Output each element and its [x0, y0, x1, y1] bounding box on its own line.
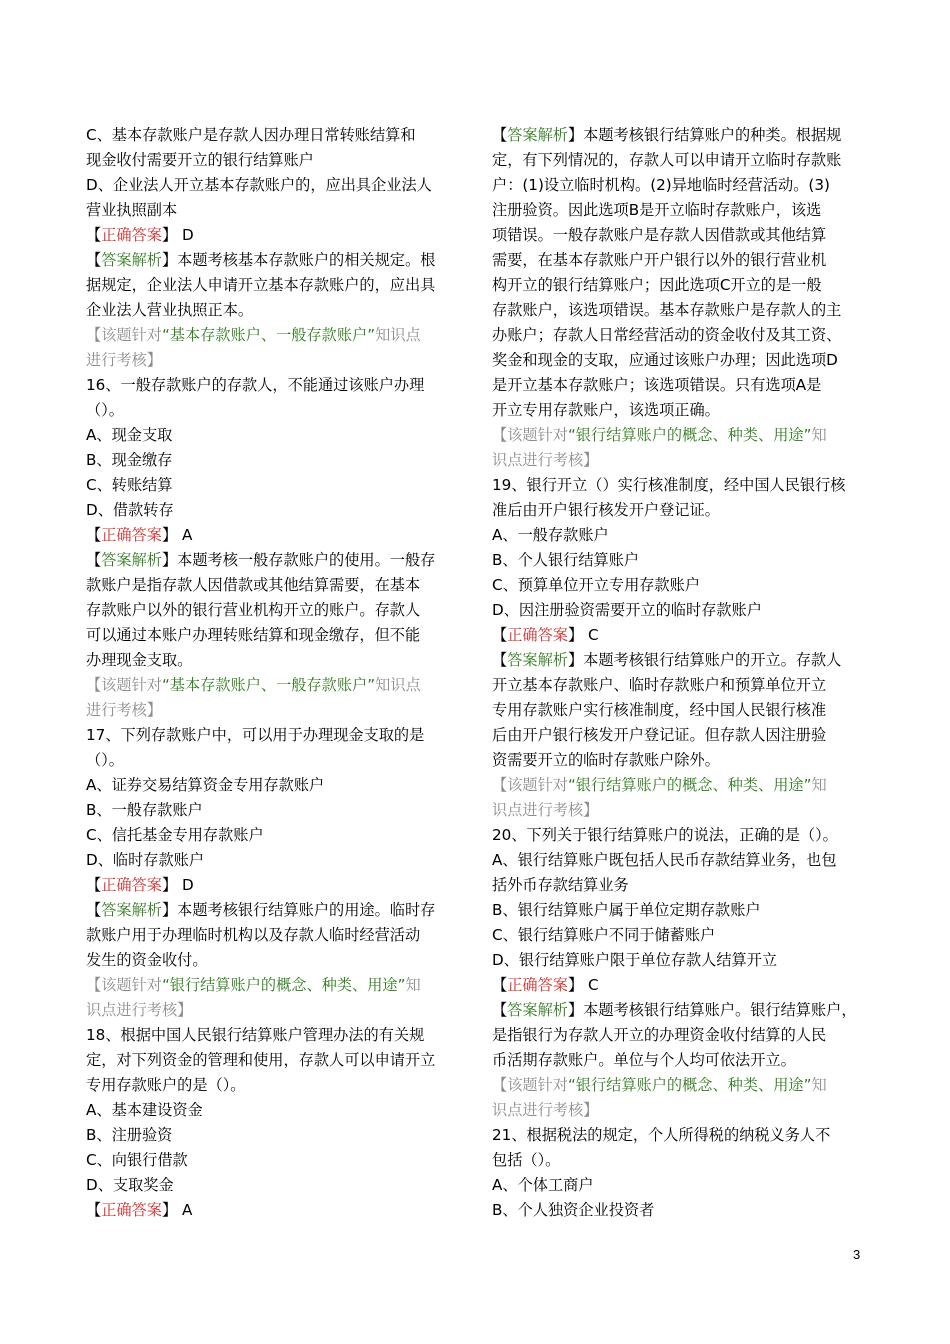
- text-line: [86, 348, 466, 373]
- line-text: B、个人银行结算账户: [492, 551, 640, 569]
- line-text: D、银行结算账户限于单位存款人结算开立: [492, 951, 778, 969]
- highlight-text: “基本存款账户、一般存款账户”: [161, 326, 376, 344]
- line-text: 【: [86, 226, 102, 244]
- text-line: [86, 1023, 466, 1048]
- line-text: 】本题考核银行结算账户的用途。临时存: [161, 901, 436, 919]
- text-line: [492, 1198, 868, 1223]
- highlight-text: “银行结算账户的概念、种类、用途”: [567, 1076, 812, 1094]
- text-line: [492, 398, 868, 423]
- text-line: [86, 423, 466, 448]
- line-text: 企业法人营业执照正本。: [86, 301, 254, 319]
- text-line: [492, 998, 868, 1023]
- note-text: 识点进行考核】: [492, 1101, 599, 1119]
- note-text: 【该题针对: [86, 326, 162, 344]
- text-line: [492, 648, 868, 673]
- text-line: [492, 673, 868, 698]
- line-text: 【: [86, 1201, 102, 1219]
- text-line: [492, 1148, 868, 1173]
- text-line: [492, 1123, 868, 1148]
- text-line: [86, 648, 466, 673]
- text-line: [492, 223, 868, 248]
- text-line: [492, 323, 868, 348]
- text-line: [492, 473, 868, 498]
- line-text: B、现金缴存: [86, 451, 173, 469]
- line-text: 18、根据中国人民银行结算账户管理办法的有关规: [86, 1026, 425, 1044]
- text-line: [492, 623, 868, 648]
- text-line: [492, 573, 868, 598]
- line-text: 17、下列存款账户中，可以用于办理现金支取的是: [86, 726, 425, 744]
- line-text: 21、根据税法的规定，个人所得税的纳税义务人不: [492, 1126, 831, 1144]
- line-text: 括外币存款结算业务: [492, 876, 629, 894]
- line-text: 【: [86, 901, 102, 919]
- line-text: 【: [86, 526, 102, 544]
- text-line: [86, 598, 466, 623]
- line-text: 专用存款账户实行核准制度，经中国人民银行核准: [492, 701, 827, 719]
- right-column: [492, 123, 868, 1223]
- text-line: [86, 698, 466, 723]
- text-line: [86, 848, 466, 873]
- note-text: 知: [811, 426, 827, 444]
- line-text: A、现金支取: [86, 426, 173, 444]
- line-text: 】 A: [161, 1201, 193, 1219]
- text-line: [86, 223, 466, 248]
- highlight-text: 答案解析: [507, 1001, 568, 1019]
- line-text: B、银行结算账户属于单位定期存款账户: [492, 901, 761, 919]
- line-text: 资需要开立的临时存款账户除外。: [492, 751, 720, 769]
- text-line: [492, 173, 868, 198]
- text-line: [86, 1198, 466, 1223]
- line-text: 定，对下列资金的管理和使用，存款人可以申请开立: [86, 1051, 436, 1069]
- line-text: 【: [86, 876, 102, 894]
- text-line: [492, 298, 868, 323]
- text-line: [86, 573, 466, 598]
- text-line: [86, 1098, 466, 1123]
- line-text: 开立基本存款账户、临时存款账户和预算单位开立: [492, 676, 827, 694]
- line-text: 包括（）。: [492, 1151, 561, 1169]
- text-line: [86, 1173, 466, 1198]
- line-text: C、银行结算账户不同于储蓄账户: [492, 926, 716, 944]
- note-text: 进行考核】: [86, 351, 162, 369]
- text-line: [492, 123, 868, 148]
- line-text: B、一般存款账户: [86, 801, 203, 819]
- note-text: 进行考核】: [86, 701, 162, 719]
- text-line: [86, 873, 466, 898]
- line-text: 【: [492, 626, 508, 644]
- text-line: [492, 423, 868, 448]
- text-line: [86, 248, 466, 273]
- line-text: 存款账户以外的银行营业机构开立的账户。存款人: [86, 601, 421, 619]
- note-text: 【该题针对: [492, 426, 568, 444]
- highlight-text: “银行结算账户的概念、种类、用途”: [567, 426, 812, 444]
- text-line: [86, 298, 466, 323]
- line-text: 】 C: [567, 626, 599, 644]
- line-text: 【: [86, 551, 102, 569]
- note-text: 知识点: [375, 326, 421, 344]
- line-text: D、企业法人开立基本存款账户的，应出具企业法人: [86, 176, 432, 194]
- line-text: 开立专用存款账户，该选项正确。: [492, 401, 720, 419]
- text-line: [86, 823, 466, 848]
- text-line: [492, 773, 868, 798]
- text-line: [492, 523, 868, 548]
- line-text: B、个人独资企业投资者: [492, 1201, 655, 1219]
- line-text: A、银行结算账户既包括人民币存款结算业务，也包: [492, 851, 837, 869]
- text-line: [492, 1098, 868, 1123]
- line-text: 【: [86, 251, 102, 269]
- note-text: 知: [405, 976, 421, 994]
- note-text: 【该题针对: [86, 676, 162, 694]
- line-text: 币活期存款账户。单位与个人均可依法开立。: [492, 1051, 796, 1069]
- line-text: 可以通过本账户办理转账结算和现金缴存，但不能: [86, 626, 421, 644]
- line-text: D、因注册验资需要开立的临时存款账户: [492, 601, 762, 619]
- line-text: 款账户是指存款人因借款或其他结算需要，在基本: [86, 576, 421, 594]
- line-text: 】 D: [161, 876, 194, 894]
- line-text: （）。: [86, 401, 124, 419]
- line-text: 是开立基本存款账户；该选项错误。只有选项A是: [492, 376, 822, 394]
- highlight-text: 答案解析: [101, 901, 162, 919]
- note-text: 【该题针对: [86, 976, 162, 994]
- text-line: [492, 698, 868, 723]
- line-text: 是指银行为存款人开立的办理资金收付结算的人民: [492, 1026, 827, 1044]
- line-text: A、证券交易结算资金专用存款账户: [86, 776, 325, 794]
- text-line: [86, 1073, 466, 1098]
- text-line: [86, 523, 466, 548]
- page-number: 3: [853, 1247, 861, 1262]
- text-line: [492, 273, 868, 298]
- highlight-text: “基本存款账户、一般存款账户”: [161, 676, 376, 694]
- line-text: 【: [492, 1001, 508, 1019]
- text-line: [86, 1123, 466, 1148]
- text-line: [492, 1073, 868, 1098]
- note-text: 识点进行考核】: [492, 801, 599, 819]
- text-line: [492, 148, 868, 173]
- note-text: 知: [811, 776, 827, 794]
- text-line: [86, 548, 466, 573]
- text-line: [86, 173, 466, 198]
- line-text: 据规定，企业法人申请开立基本存款账户的，应出具: [86, 276, 436, 294]
- text-line: [492, 973, 868, 998]
- line-text: 】本题考核基本存款账户的相关规定。根: [161, 251, 436, 269]
- text-line: [86, 1148, 466, 1173]
- text-line: [492, 548, 868, 573]
- text-line: [492, 1173, 868, 1198]
- note-text: 知: [811, 1076, 827, 1094]
- line-text: 构开立的银行结算账户；因此选项C开立的是一般: [492, 276, 822, 294]
- text-line: [86, 498, 466, 523]
- answer-label: 正确答案: [101, 526, 162, 544]
- line-text: 】本题考核银行结算账户的开立。存款人: [567, 651, 842, 669]
- line-text: 19、银行开立（）实行核准制度，经中国人民银行核: [492, 476, 846, 494]
- line-text: 需要，在基本存款账户开户银行以外的银行营业机: [492, 251, 827, 269]
- text-line: [86, 473, 466, 498]
- answer-label: 正确答案: [101, 226, 162, 244]
- line-text: 款账户用于办理临时机构以及存款人临时经营活动: [86, 926, 421, 944]
- line-text: 注册验资。因此选项B是开立临时存款账户，该选: [492, 201, 822, 219]
- text-line: [492, 723, 868, 748]
- text-line: [492, 248, 868, 273]
- note-text: 识点进行考核】: [492, 451, 599, 469]
- line-text: 16、一般存款账户的存款人，不能通过该账户办理: [86, 376, 425, 394]
- highlight-text: 答案解析: [507, 126, 568, 144]
- answer-label: 正确答案: [507, 976, 568, 994]
- text-line: [492, 948, 868, 973]
- text-line: [86, 148, 466, 173]
- line-text: A、基本建设资金: [86, 1101, 203, 1119]
- line-text: 【: [492, 651, 508, 669]
- text-line: [492, 598, 868, 623]
- answer-label: 正确答案: [507, 626, 568, 644]
- text-line: [86, 398, 466, 423]
- text-line: [492, 198, 868, 223]
- line-text: 营业执照副本: [86, 201, 178, 219]
- text-line: [86, 373, 466, 398]
- line-text: 项错误。一般存款账户是存款人因借款或其他结算: [492, 226, 827, 244]
- line-text: 专用存款账户的是（）。: [86, 1076, 246, 1094]
- text-line: [86, 998, 466, 1023]
- left-column: [86, 123, 466, 1223]
- line-text: C、转账结算: [86, 476, 173, 494]
- highlight-text: “银行结算账户的概念、种类、用途”: [161, 976, 406, 994]
- text-line: [86, 273, 466, 298]
- line-text: A、个体工商户: [492, 1176, 594, 1194]
- line-text: 户：(1)设立临时机构。(2)异地临时经营活动。(3): [492, 176, 830, 194]
- line-text: 】本题考核一般存款账户的使用。一般存: [161, 551, 436, 569]
- line-text: 】 C: [567, 976, 599, 994]
- text-line: [492, 748, 868, 773]
- text-line: [492, 373, 868, 398]
- text-line: [492, 873, 868, 898]
- text-line: [86, 798, 466, 823]
- line-text: 】 D: [161, 226, 194, 244]
- line-text: B、注册验资: [86, 1126, 173, 1144]
- line-text: 办理现金支取。: [86, 651, 193, 669]
- line-text: 后由开户银行核发开户登记证。但存款人因注册验: [492, 726, 827, 744]
- text-line: [492, 1048, 868, 1073]
- note-text: 【该题针对: [492, 776, 568, 794]
- note-text: 【该题针对: [492, 1076, 568, 1094]
- line-text: A、一般存款账户: [492, 526, 609, 544]
- note-text: 知识点: [375, 676, 421, 694]
- line-text: C、预算单位开立专用存款账户: [492, 576, 701, 594]
- text-line: [492, 348, 868, 373]
- line-text: C、基本存款账户是存款人因办理日常转账结算和: [86, 126, 416, 144]
- text-line: [86, 773, 466, 798]
- line-text: 】本题考核银行结算账户。银行结算账户，: [567, 1001, 857, 1019]
- line-text: 奖金和现金的支取，应通过该账户办理；因此选项D: [492, 351, 838, 369]
- text-line: [86, 123, 466, 148]
- text-line: [86, 448, 466, 473]
- line-text: 发生的资金收付。: [86, 951, 208, 969]
- highlight-text: 答案解析: [101, 551, 162, 569]
- highlight-text: 答案解析: [101, 251, 162, 269]
- text-line: [492, 923, 868, 948]
- text-line: [492, 798, 868, 823]
- text-line: [86, 623, 466, 648]
- line-text: D、临时存款账户: [86, 851, 205, 869]
- text-line: [86, 748, 466, 773]
- text-line: [492, 448, 868, 473]
- text-line: [492, 823, 868, 848]
- text-line: [86, 198, 466, 223]
- text-line: [86, 898, 466, 923]
- answer-label: 正确答案: [101, 1201, 162, 1219]
- text-line: [86, 323, 466, 348]
- line-text: D、支取奖金: [86, 1176, 174, 1194]
- line-text: 现金收付需要开立的银行结算账户: [86, 151, 314, 169]
- line-text: （）。: [86, 751, 124, 769]
- highlight-text: “银行结算账户的概念、种类、用途”: [567, 776, 812, 794]
- line-text: 【: [492, 976, 508, 994]
- line-text: 】本题考核银行结算账户的种类。根据规: [567, 126, 842, 144]
- line-text: 【: [492, 126, 508, 144]
- text-line: [86, 948, 466, 973]
- text-line: [492, 848, 868, 873]
- answer-label: 正确答案: [101, 876, 162, 894]
- line-text: 定，有下列情况的，存款人可以申请开立临时存款账: [492, 151, 842, 169]
- text-line: [492, 898, 868, 923]
- text-line: [86, 723, 466, 748]
- line-text: C、信托基金专用存款账户: [86, 826, 264, 844]
- line-text: C、向银行借款: [86, 1151, 188, 1169]
- text-line: [86, 673, 466, 698]
- text-line: [86, 1048, 466, 1073]
- note-text: 识点进行考核】: [86, 1001, 193, 1019]
- line-text: 办账户；存款人日常经营活动的资金收付及其工资、: [492, 326, 842, 344]
- text-line: [492, 1023, 868, 1048]
- text-line: [86, 923, 466, 948]
- line-text: 20、下列关于银行结算账户的说法，正确的是（）。: [492, 826, 838, 844]
- line-text: D、借款转存: [86, 501, 174, 519]
- text-line: [86, 973, 466, 998]
- line-text: 存款账户，该选项错误。基本存款账户是存款人的主: [492, 301, 842, 319]
- line-text: 准后由开户银行核发开户登记证。: [492, 501, 720, 519]
- highlight-text: 答案解析: [507, 651, 568, 669]
- line-text: 】 A: [161, 526, 193, 544]
- text-line: [492, 498, 868, 523]
